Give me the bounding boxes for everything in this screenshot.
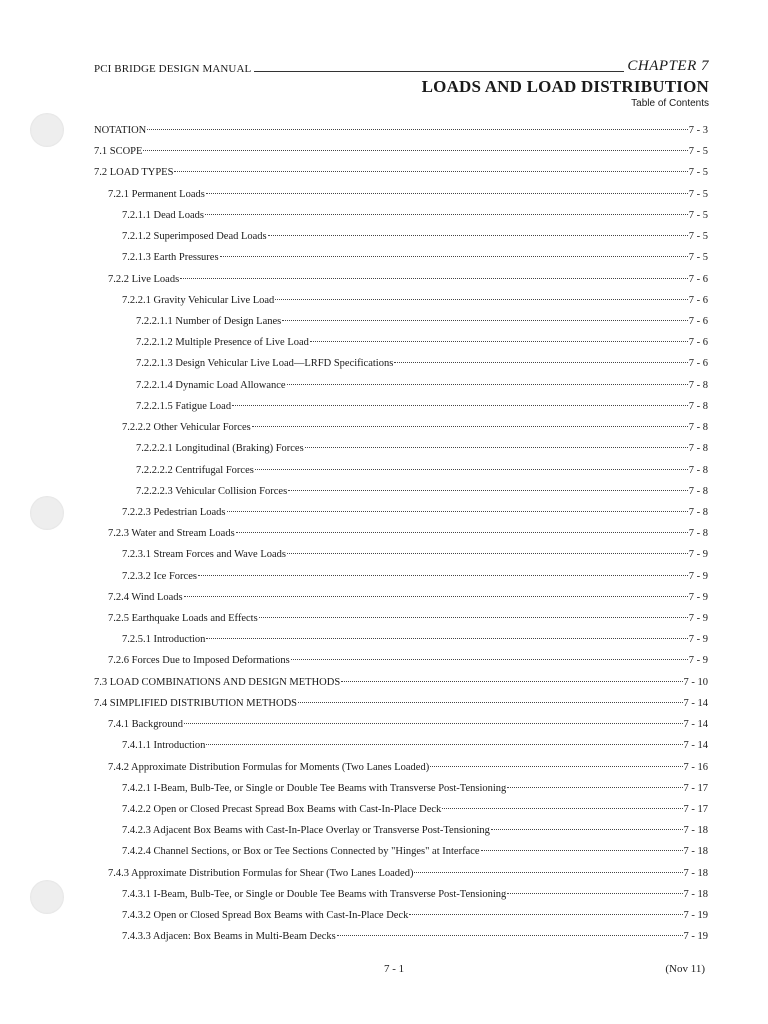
toc-entry[interactable] [94, 931, 708, 952]
toc-entry-label: 7.2.5.1 Introduction [122, 634, 206, 646]
toc-entry[interactable] [94, 634, 708, 655]
toc-entry-label: 7.2.2.2 Other Vehicular Forces [122, 422, 251, 434]
toc-entry-label: 7.2.2.2.3 Vehicular Collision Forces [136, 485, 288, 497]
toc-entry-label: 7.4.2.2 Open or Closed Precast Spread Box Beams with Cast-In-Place Deck [122, 804, 442, 815]
toc-entry-page: 7 - 14 [683, 740, 708, 752]
toc-dot-leader [414, 872, 682, 873]
toc-dot-leader [252, 426, 688, 427]
toc-entry[interactable] [94, 910, 708, 931]
toc-dot-leader [287, 553, 688, 554]
binder-hole [30, 113, 64, 147]
toc-entry-page: 7 - 8 [688, 464, 708, 476]
toc-dot-leader [220, 256, 688, 257]
toc-entry-label: 7.2.5 Earthquake Loads and Effects [108, 613, 258, 625]
toc-entry-page: 7 - 8 [688, 422, 708, 434]
toc-entry-page: 7 - 17 [683, 782, 708, 794]
toc-entry[interactable] [94, 401, 708, 422]
toc-entry-page: 7 - 8 [688, 379, 708, 391]
toc-entry-page: 7 - 5 [688, 188, 708, 200]
toc-entry-label: 7.4.3.3 Adjacen: Box Beams in Multi-Beam Decks [122, 931, 336, 943]
toc-entry-label: 7.4.3.1 I-Beam, Bulb-Tee, or Single or Double Tee Beams with Transverse Post-Tensioning [122, 888, 507, 900]
toc-entry-label: 7.2.3 Water and Stream Loads [108, 528, 235, 540]
toc-entry-label: 7.2.3.1 Stream Forces and Wave Loads [122, 549, 287, 561]
toc-entry-label: 7.1 SCOPE [94, 146, 143, 158]
toc-entry[interactable] [94, 889, 708, 910]
toc-dot-leader [430, 766, 682, 767]
toc-entry[interactable] [94, 740, 708, 761]
toc-dot-leader [275, 299, 687, 300]
toc-entry-page: 7 - 18 [683, 846, 708, 858]
toc-entry-label: 7.4.3.2 Open or Closed Spread Box Beams with Cast-In-Place Deck [122, 910, 409, 922]
toc-entry-label: 7.2.2.2.1 Longitudinal (Braking) Forces [136, 443, 304, 455]
toc-entry-page: 7 - 16 [683, 761, 708, 773]
toc-entry-label: 7.2.2.3 Pedestrian Loads [122, 506, 226, 518]
toc-entry[interactable] [94, 825, 708, 846]
toc-entry-label: 7.4.2.3 Adjacent Box Beams with Cast-In-Place Overlay or Transverse Post-Tensioning [122, 825, 490, 837]
toc-entry-label: 7.4.1 Background [108, 719, 183, 731]
toc-dot-leader [337, 935, 683, 936]
chapter-label: CHAPTER 7 [627, 58, 709, 74]
toc-entry-page: 7 - 5 [688, 252, 708, 264]
footer-page-number: 7 - 1 [384, 963, 405, 975]
toc-entry[interactable] [94, 252, 708, 273]
toc-entry-page: 7 - 17 [683, 804, 708, 815]
toc-dot-leader [206, 638, 687, 639]
toc-entry[interactable] [94, 655, 708, 676]
toc-dot-leader [174, 171, 687, 172]
toc-dot-leader [259, 617, 688, 618]
toc-entry-label: 7.2.2.1.1 Number of Design Lanes [136, 315, 282, 327]
footer-date: (Nov 11) [665, 963, 705, 975]
toc-dot-leader [143, 150, 687, 151]
toc-dot-leader [180, 278, 688, 279]
toc-entry-label: 7.4 SIMPLIFIED DISTRIBUTION METHODS [94, 697, 298, 709]
toc-entry[interactable] [94, 528, 708, 549]
toc-entry-page: 7 - 6 [688, 315, 708, 327]
toc-entry[interactable] [94, 337, 708, 358]
toc-dot-leader [205, 214, 688, 215]
toc-entry-page: 7 - 3 [688, 125, 708, 136]
toc-entry[interactable] [94, 295, 708, 316]
toc-entry-label: 7.2.1.1 Dead Loads [122, 209, 204, 221]
toc-entry-label: 7.2.2.1 Gravity Vehicular Live Load [122, 294, 275, 306]
toc-entry-label: 7.2.2.1.2 Multiple Presence of Live Load [136, 337, 309, 349]
toc-entry[interactable] [94, 443, 708, 464]
manual-title: PCI BRIDGE DESIGN MANUAL [94, 63, 252, 75]
toc-dot-leader [291, 659, 688, 660]
toc-entry-page: 7 - 10 [683, 676, 708, 688]
toc-entry-page: 7 - 8 [688, 400, 708, 412]
toc-entry-page: 7 - 8 [688, 528, 708, 540]
toc-entry[interactable] [94, 274, 708, 295]
toc-dot-leader [491, 829, 683, 830]
toc-entry-page: 7 - 9 [688, 549, 708, 561]
toc-entry[interactable] [94, 146, 708, 167]
page-header [94, 58, 709, 109]
toc-dot-leader [282, 320, 688, 321]
toc-dot-leader [184, 723, 683, 724]
toc-entry[interactable] [94, 613, 708, 634]
toc-entry-label: 7.4.2 Approximate Distribution Formulas for Moments (Two Lanes Loaded) [108, 761, 430, 773]
toc-entry-page: 7 - 9 [688, 613, 708, 625]
toc-entry[interactable] [94, 549, 708, 570]
toc-entry[interactable] [94, 571, 708, 592]
toc-entry-label: 7.2.2.1.4 Dynamic Load Allowance [136, 379, 286, 391]
toc-dot-leader [507, 787, 682, 788]
toc-entry-page: 7 - 8 [688, 506, 708, 518]
toc-entry-page: 7 - 5 [688, 167, 708, 179]
toc-entry-label: 7.4.2.4 Channel Sections, or Box or Tee Sections Connected by "Hinges" at Interface [122, 846, 480, 858]
toc-entry-page: 7 - 14 [683, 697, 708, 709]
toc-entry-page: 7 - 9 [688, 634, 708, 646]
toc-entry-page: 7 - 5 [688, 231, 708, 243]
toc-entry-label: 7.2 LOAD TYPES [94, 167, 174, 179]
toc-entry[interactable] [94, 422, 708, 443]
toc-entry-label: 7.2.2.1.5 Fatigue Load [136, 400, 232, 412]
toc-dot-leader [227, 511, 688, 512]
toc-entry-page: 7 - 9 [688, 655, 708, 667]
toc-dot-leader [206, 193, 688, 194]
toc-entry[interactable] [94, 358, 708, 379]
toc-dot-leader [310, 341, 688, 342]
toc-dot-leader [409, 914, 682, 915]
toc-entry-label: 7.2.3.2 Ice Forces [122, 570, 197, 582]
toc-entry[interactable] [94, 868, 708, 889]
toc-entry-label: 7.2.1.2 Superimposed Dead Loads [122, 231, 267, 243]
toc-entry-label: 7.2.1.3 Earth Pressures [122, 252, 219, 264]
toc-label: Table of Contents [631, 98, 709, 109]
toc-entry-page: 7 - 8 [688, 443, 708, 455]
toc-entry[interactable] [94, 698, 708, 719]
toc-entry-label: 7.3 LOAD COMBINATIONS AND DESIGN METHODS [94, 676, 341, 688]
toc-entry-label: 7.2.2.2.2 Centrifugal Forces [136, 464, 254, 476]
toc-entry[interactable] [94, 507, 708, 528]
toc-entry-label: 7.2.2 Live Loads [108, 273, 180, 285]
toc-entry-page: 7 - 9 [688, 591, 708, 603]
toc-entry-page: 7 - 9 [688, 570, 708, 582]
toc-entry[interactable] [94, 783, 708, 804]
toc-entry-page: 7 - 18 [683, 825, 708, 837]
toc-entry-page: 7 - 19 [683, 931, 708, 943]
toc-entry-label: NOTATION [94, 125, 147, 136]
toc-entry[interactable] [94, 210, 708, 231]
toc-dot-leader [236, 532, 688, 533]
toc-entry-label: 7.4.3 Approximate Distribution Formulas for Shear (Two Lanes Loaded) [108, 867, 414, 879]
toc-entry-label: 7.2.4 Wind Loads [108, 591, 183, 603]
toc-entry[interactable] [94, 231, 708, 252]
toc-entry[interactable] [94, 592, 708, 613]
toc-entry[interactable] [94, 125, 708, 146]
toc-entry-page: 7 - 19 [683, 910, 708, 922]
toc-dot-leader [184, 596, 688, 597]
toc-entry[interactable] [94, 465, 708, 486]
toc-entry-label: 7.4.1.1 Introduction [122, 740, 206, 752]
toc-entry-page: 7 - 6 [688, 273, 708, 285]
toc-dot-leader [298, 702, 682, 703]
chapter-title: LOADS AND LOAD DISTRIBUTION [421, 77, 709, 96]
toc-entry[interactable] [94, 677, 708, 698]
toc-dot-leader [305, 447, 688, 448]
toc-entry[interactable] [94, 316, 708, 337]
toc-dot-leader [507, 893, 682, 894]
toc-entry[interactable] [94, 804, 708, 825]
toc-entry-label: 7.2.2.1.3 Design Vehicular Live Load—LRFD Specifications [136, 358, 394, 370]
header-rule [254, 71, 624, 72]
binder-hole [30, 496, 64, 530]
toc-entry-page: 7 - 6 [688, 337, 708, 349]
table-of-contents [94, 125, 708, 953]
toc-dot-leader [268, 235, 688, 236]
toc-dot-leader [288, 490, 688, 491]
toc-entry[interactable] [94, 189, 708, 210]
toc-dot-leader [481, 850, 683, 851]
toc-entry-page: 7 - 8 [688, 485, 708, 497]
toc-dot-leader [341, 681, 682, 682]
toc-entry-page: 7 - 6 [688, 294, 708, 306]
toc-entry-page: 7 - 5 [688, 146, 708, 158]
binder-hole [30, 880, 64, 914]
toc-dot-leader [394, 362, 687, 363]
toc-entry[interactable] [94, 380, 708, 401]
toc-dot-leader [442, 808, 682, 809]
toc-dot-leader [287, 384, 688, 385]
toc-dot-leader [198, 575, 688, 576]
toc-entry-page: 7 - 18 [683, 888, 708, 900]
toc-entry[interactable] [94, 719, 708, 740]
toc-entry-page: 7 - 14 [683, 719, 708, 731]
toc-entry-label: 7.2.1 Permanent Loads [108, 188, 205, 200]
toc-entry-page: 7 - 18 [683, 867, 708, 879]
toc-entry[interactable] [94, 167, 708, 188]
toc-entry-label: 7.2.6 Forces Due to Imposed Deformations [108, 655, 290, 667]
toc-entry[interactable] [94, 846, 708, 867]
toc-entry[interactable] [94, 486, 708, 507]
toc-entry-page: 7 - 5 [688, 209, 708, 221]
toc-dot-leader [255, 469, 688, 470]
toc-entry-label: 7.4.2.1 I-Beam, Bulb-Tee, or Single or Double Tee Beams with Transverse Post-Tensioning [122, 782, 507, 794]
toc-dot-leader [232, 405, 688, 406]
toc-dot-leader [147, 129, 688, 130]
toc-entry-page: 7 - 6 [688, 358, 708, 370]
toc-dot-leader [206, 744, 682, 745]
toc-entry[interactable] [94, 762, 708, 783]
